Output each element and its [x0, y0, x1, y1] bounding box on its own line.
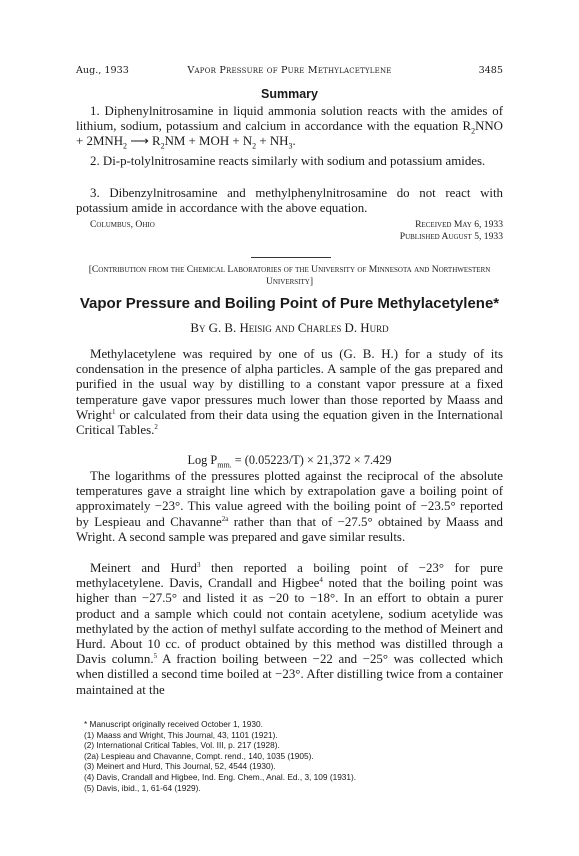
author-location: Columbus, Ohio: [90, 219, 155, 230]
article-title: Vapor Pressure and Boiling Point of Pure Methylacetylene*: [79, 295, 500, 312]
body-paragraph-1: Methylacetylene was required by one of us (G. B. H.) for a study of its condensation in the presence of alpha particles. A sample of the gas prepared and purified in the usual way by distilling to a constant vapor pressure at a fixed temperature gave vapor pressures much lower than those reported by Maass and Wright$^1$ or calculated from their data using the equation given in the International Critical Tables.$^2$: [76, 347, 503, 438]
footnote: (2) International Critical Tables, Vol. III, p. 217 (1928).: [84, 740, 280, 751]
summary-item-1: 1. Diphenylnitrosamine in liquid ammonia solution reacts with the amides of lithium, sodium, potassium and calcium in accordance with the equation $R_2NNO + 2MNH_2$ ⟶ $R_2NM$ + MOH + $N_2 + NH_3$.: [76, 104, 503, 151]
body-paragraph-3: Meinert and Hurd$^3$ then reported a boiling point of −23° for pure methylacetylene. Davis, Crandall and Higbee$^4$ noted that the boiling point was higher than −27.5° and listed it as −20 to −18°. In an effort to obtain a purer product and a sample which could not contain acetylene, sodium acetylide was methylated by the action of methyl sulfate according to the method of Meinert and Hurd. About 10 cc. of product obtained by this method was distilled through a Davis column.$^5$ A fraction boiling between −22 and −25° was collected which when distilled a second time boiled at −23°. After distilling twice from a container maintained at the: [76, 561, 503, 697]
article-byline: By G. B. Heisig and Charles D. Hurd: [190, 321, 389, 335]
published-date: Published August 5, 1933: [399, 231, 503, 242]
footnotes: [76, 719, 503, 793]
footnote: (4) Davis, Crandall and Higbee, Ind. Eng. Chem., Anal. Ed., 3, 109 (1931).: [84, 771, 357, 782]
footnote: (1) Maass and Wright, This Journal, 43, 1101 (1921).: [84, 729, 278, 740]
received-dates: [400, 219, 503, 243]
footnote: (5) Davis, ibid., 1, 61-64 (1929).: [84, 782, 201, 793]
issue-date: Aug., 1933: [76, 65, 129, 76]
received-date: Received May 6, 1933: [415, 219, 503, 230]
footnote: * Manuscript originally received October 1, 1930.: [84, 719, 263, 729]
footnote: (3) Meinert and Hurd, This Journal, 52, 4544 (1930).: [84, 761, 276, 772]
footnote: (2a) Lespieau and Chavanne, Compt. rend., 140, 1035 (1905).: [84, 750, 314, 761]
section-divider: [251, 257, 331, 258]
running-head: [76, 65, 503, 79]
summary-item-3: 3. Dibenzylnitrosamine and methylphenylnitrosamine do not react with potassium amide in accordance with the above equation.: [76, 186, 503, 216]
running-title: Vapor Pressure of Pure Methylacetylene: [187, 65, 392, 76]
summary-heading: Summary: [261, 87, 318, 101]
contribution-note: [Contribution from the Chemical Laboratories of the University of Minnesota and Northwestern University]: [88, 264, 491, 287]
summary-item-2: 2. Di-p-tolylnitrosamine reacts similarly with sodium and potassium amides.: [90, 154, 486, 168]
page-number: 3485: [478, 65, 503, 76]
vapor-pressure-equation: Log $P_{mm.} = (0.05223/T) \times 21,372 \times 7.429$: [187, 453, 392, 470]
body-paragraph-2: The logarithms of the pressures plotted against the reciprocal of the absolute temperatures gave a straight line which by extrapolation gave a boiling point of approximately −23°. This value agreed with the boiling point of −23.5° reported by Lespieau and Chavanne$^{2a}$ rather than that of −27.5° obtained by Maass and Wright. A second sample was prepared and gave similar results.: [76, 469, 503, 544]
